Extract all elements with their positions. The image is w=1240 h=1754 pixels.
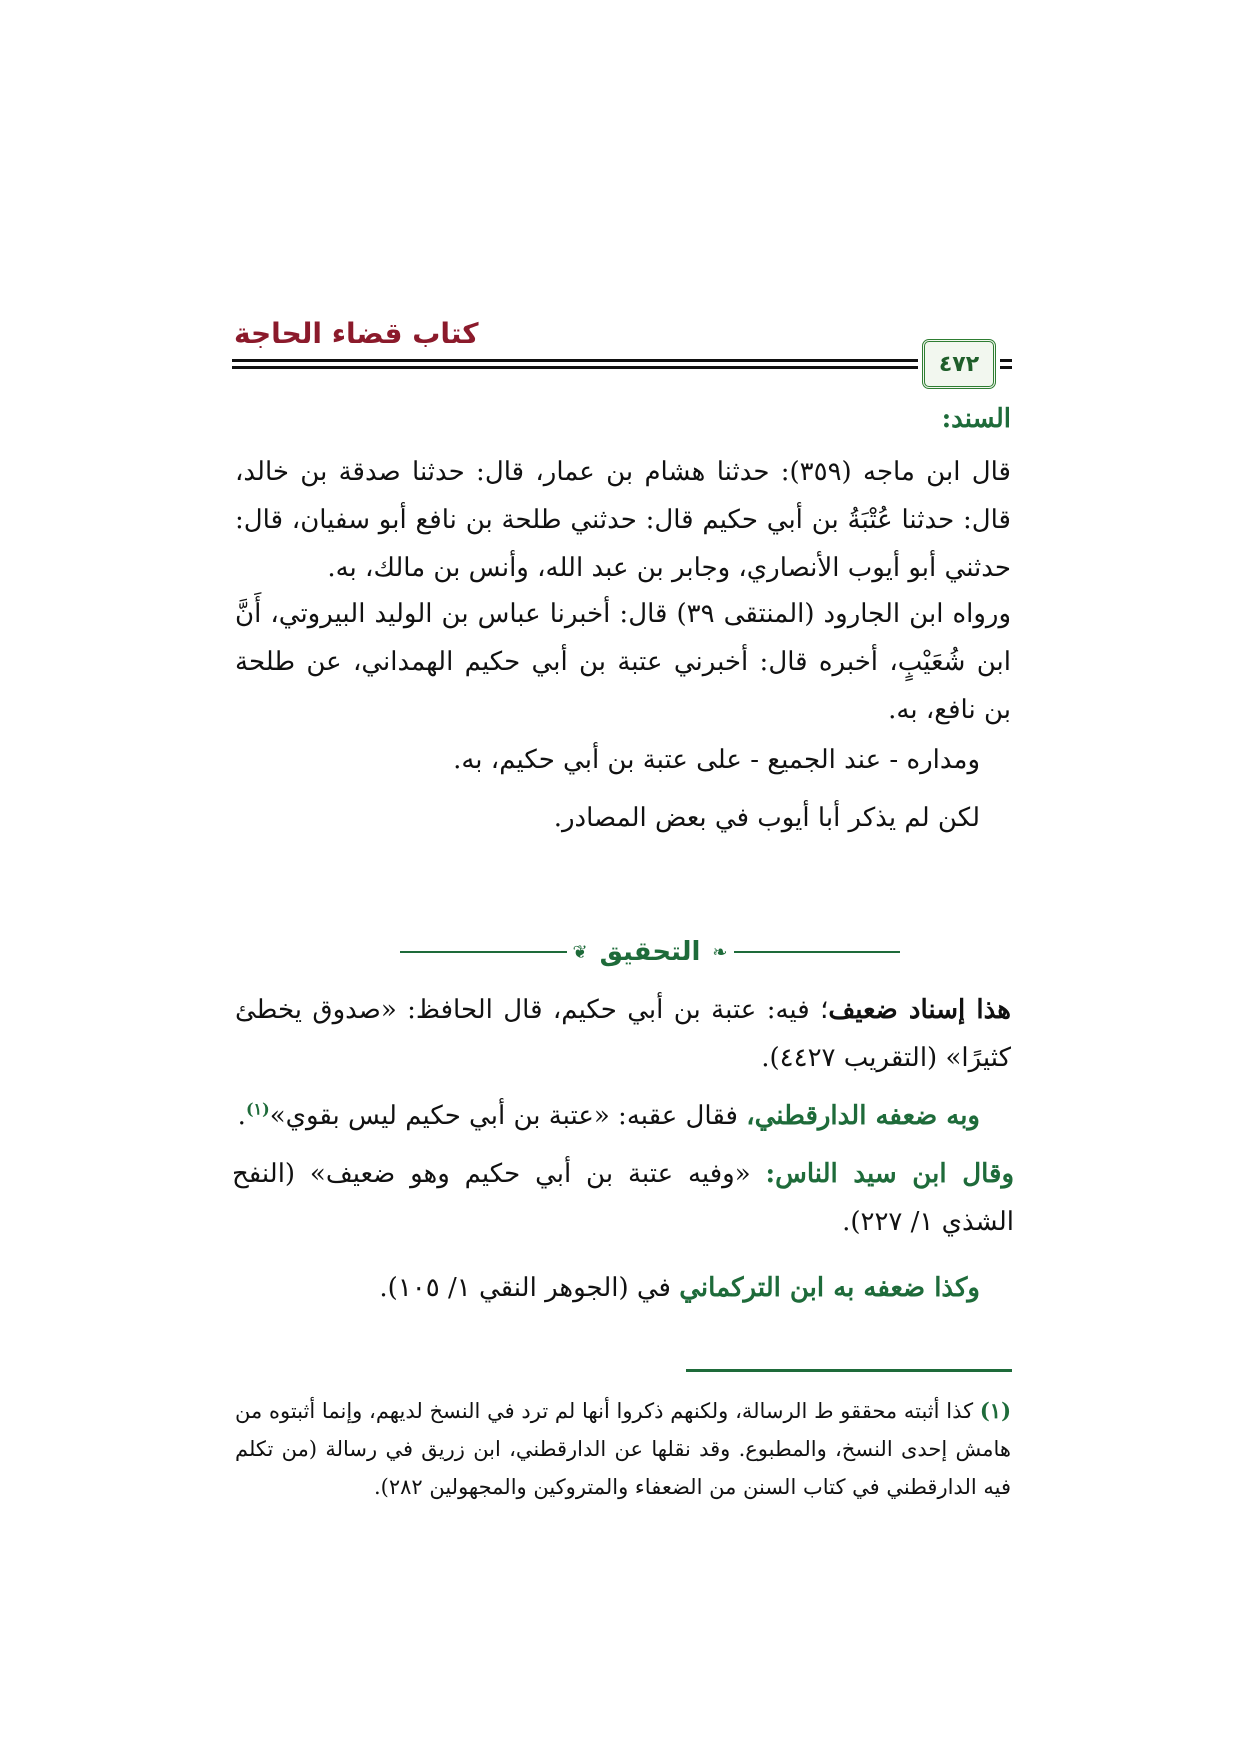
- paragraph-madar: ومداره - عند الجميع - على عتبة بن أبي حكيم، به.: [453, 745, 980, 775]
- tahqiq-heading: التحقيق: [599, 937, 701, 967]
- isnad-daif-lead: هذا إسناد ضعيف: [828, 995, 1012, 1025]
- footnote-ref[interactable]: (١): [245, 1099, 270, 1119]
- divider-line-left: [400, 951, 567, 953]
- daraqutni-lead: وبه ضعفه الدارقطني،: [746, 1101, 980, 1131]
- page-number: ٤٧٢: [938, 351, 980, 377]
- header-rule: [232, 359, 918, 369]
- header-rule-right: [1000, 359, 1012, 369]
- paragraph-abu-ayyub-note: لكن لم يذكر أبا أيوب في بعض المصادر.: [553, 803, 980, 833]
- book-title: كتاب قضاء الحاجة: [234, 317, 479, 350]
- tahqiq-divider: [400, 932, 900, 972]
- footnote-text: كذا أثبته محققو ط الرسالة، ولكنهم ذكروا أنها لم ترد في النسخ لديهم، وإنما أثبتوه من هامش إحدى النسخ، والمطبوع. وقد نقلها عن الدارقطني، ابن زريق في رسالة (من تكلم فيه الدارقطني في كتاب السنن من الضعفاء والمتروكين والمجهولين ٢٨٢).: [235, 1399, 1011, 1499]
- ibn-sayyid-text: «وفيه عتبة بن أبي حكيم وهو ضعيف» (النفح الشذي ١/ ٢٢٧).: [232, 1159, 1014, 1237]
- ibn-sayyid-lead: وقال ابن سيد الناس:: [765, 1159, 1014, 1189]
- daraqutni-text: فقال عقبه: «عتبة بن أبي حكيم ليس بقوي»: [269, 1101, 747, 1131]
- paragraph-ibn-turkmani: [379, 1268, 980, 1308]
- footnote-1: [235, 1392, 1011, 1506]
- footnote-number: (١): [979, 1398, 1011, 1423]
- paragraph-isnad-daif: [235, 986, 1011, 1082]
- ornament-icon: ❧: [712, 941, 728, 963]
- daraqutni-end: .: [237, 1101, 246, 1131]
- paragraph-daraqutni: [238, 1096, 980, 1136]
- paragraph-ibn-jarud: ورواه ابن الجارود (المنتقى ٣٩) قال: أخبرنا عباس بن الوليد البيروتي، أَنَّ ابن شُعَيْبٍ، أخبره قال: أخبرني عتبة بن أبي حكيم الهمداني، عن طلحة بن نافع، به.: [235, 599, 1011, 725]
- sanad-heading: السند:: [941, 404, 1011, 434]
- ibn-turkmani-text: في (الجوهر النقي ١/ ١٠٥).: [379, 1273, 680, 1303]
- footnote-separator: [686, 1369, 1012, 1372]
- ornament-icon: ❦: [572, 941, 588, 963]
- ibn-turkmani-lead: وكذا ضعفه به ابن التركماني: [679, 1273, 980, 1303]
- page-header: [232, 315, 1012, 395]
- isnad-daif-text: ؛ فيه: عتبة بن أبي حكيم، قال الحافظ: «صدوق يخطئ كثيرًا» (التقريب ٤٤٢٧).: [235, 995, 1011, 1073]
- paragraph-ibn-sayyid-al-nas: [232, 1150, 1014, 1246]
- paragraph-ibn-majah: قال ابن ماجه (٣٥٩): حدثنا هشام بن عمار، قال: حدثنا صدقة بن خالد، قال: حدثنا عُتْبَةُ بن أبي حكيم قال: حدثني طلحة بن نافع أبو سفيان، قال: حدثني أبو أيوب الأنصاري، وجابر بن عبد الله، وأنس بن مالك، به.: [235, 457, 1011, 583]
- page-number-badge: [922, 339, 996, 389]
- divider-line-right: [734, 951, 901, 953]
